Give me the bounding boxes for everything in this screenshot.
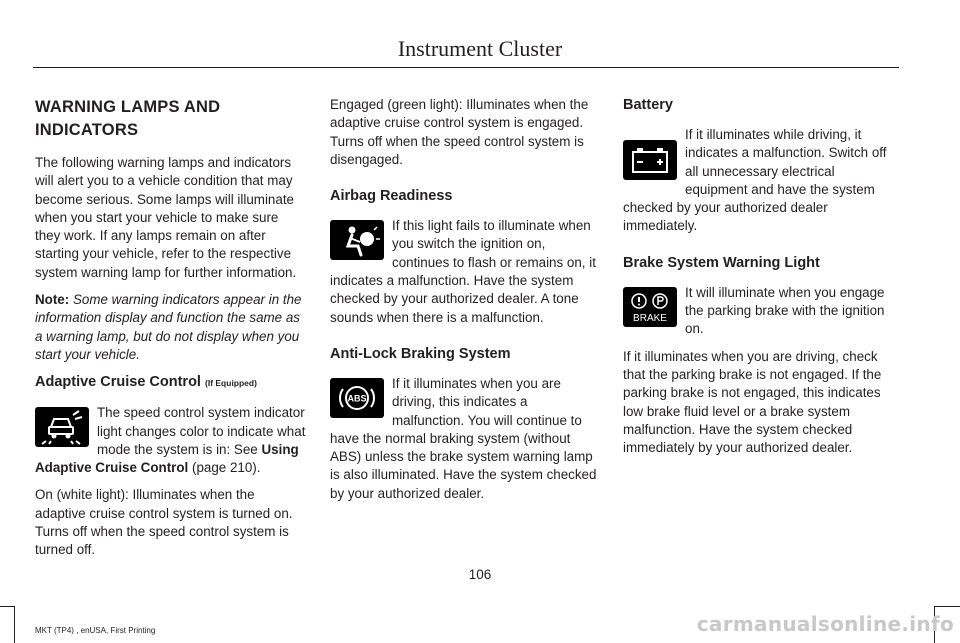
acc-title: Adaptive Cruise Control [35, 374, 201, 391]
battery-block [623, 126, 895, 236]
brake-block [623, 284, 895, 339]
column-1 [35, 96, 307, 569]
airbag-text: If this light fails to illuminate when you switch the ignition on, continues to flash or remains on, it indicates a malfunction. Have the system checked by your authorized dealer. A tone sounds when there is a malfunction. [330, 218, 596, 325]
battery-text: If it illuminates while driving, it indicates a malfunction. Switch off all unnecessary electrical equipment and have the system checked by your authorized dealer immediately. [623, 127, 887, 234]
watermark: carmanualsonline.info [696, 612, 954, 636]
brake-icon-label: BRAKE [633, 312, 667, 324]
airbag-block [330, 217, 602, 327]
acc-heading [35, 373, 307, 392]
note-label: Note: [35, 292, 70, 308]
adaptive-cruise-icon [35, 407, 89, 447]
acc-text: The speed control system indicator light changes color to indicate what mode the system is in: See [97, 405, 306, 457]
brake-heading: Brake System Warning Light [623, 254, 820, 271]
acc-block [35, 404, 307, 477]
page-title: Instrument Cluster [397, 36, 563, 61]
note-paragraph [35, 291, 307, 364]
brake-text-2: If it illuminates when you are driving, check that the parking brake is not engaged. If the parking brake is not engaged, this indicates low brake fluid level or a brake system malfunction. Have the system checked immediately by your authorized dealer. [623, 348, 882, 456]
header-rule [33, 67, 899, 68]
brake-warning-icon [623, 287, 677, 327]
battery-icon [623, 140, 677, 180]
note-text: Some warning indicators appear in the information display and function the same as a warning lamp, but do not display when you start your vehicle. [35, 292, 302, 362]
white-light-paragraph: On (white light): Illuminates when the adaptive cruise control system is turned on. Turns off when the speed control system is turned off. [35, 487, 293, 558]
airbag-heading: Airbag Readiness [330, 188, 453, 205]
acc-page-ref: (page 210). [188, 460, 261, 476]
airbag-icon [330, 220, 384, 260]
crop-mark [934, 606, 960, 607]
abs-text: If it illuminates when you are driving, this indicates a malfunction. You will continue to have the normal braking system (without ABS) unless the brake system warning lamp is also illuminated. Have the system checked by your authorized dealer. [330, 375, 597, 501]
column-3 [623, 96, 895, 466]
footer-text: MKT (TP4) , enUSA, First Printing [35, 626, 156, 635]
acc-link[interactable]: Using Adaptive Cruise Control [35, 441, 299, 476]
page-number: 106 [468, 567, 492, 582]
abs-block [330, 375, 602, 503]
green-light-paragraph: Engaged (green light): Illuminates when the adaptive cruise control system is engaged. Turns off when the speed control system is disengaged. [330, 97, 589, 167]
crop-mark [14, 606, 15, 643]
abs-icon [330, 378, 384, 418]
crop-mark [0, 606, 14, 607]
abs-heading: Anti-Lock Braking System [330, 345, 511, 362]
column-2 [330, 96, 602, 512]
battery-heading: Battery [623, 97, 673, 113]
intro-paragraph: The following warning lamps and indicators will alert you to a vehicle condition that may become serious. Some lamps will illuminate when you start your vehicle to make sure they work. If any lamps remain on after starting your vehicle, refer to the respective system warning lamp for further information. [35, 155, 297, 280]
section-heading: WARNING LAMPS AND INDICATORS [35, 98, 221, 139]
acc-title-suffix: (If Equipped) [205, 378, 257, 389]
brake-text: It will illuminate when you engage the parking brake with the ignition on. [685, 284, 885, 337]
abs-icon-label: ABS [347, 393, 367, 404]
